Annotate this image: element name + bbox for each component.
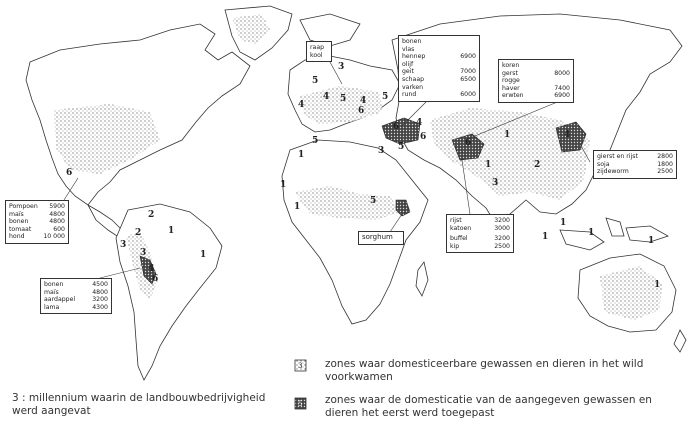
map-number: 6 bbox=[393, 122, 400, 132]
africa bbox=[282, 140, 428, 324]
map-number: 1 bbox=[485, 160, 492, 170]
box-row: kip 2500 bbox=[450, 242, 510, 250]
box-andes bbox=[40, 278, 112, 314]
box-row: vlas bbox=[402, 45, 415, 53]
map-number: 6 bbox=[465, 138, 472, 148]
box-row: gierst en rijst 2800 bbox=[597, 153, 673, 160]
legend-wild-symbol-number: 3 bbox=[298, 362, 303, 370]
map-number: 5 bbox=[370, 196, 377, 206]
box-row: buffel 3200 bbox=[450, 235, 510, 243]
box-row: Pompoen 5900 bbox=[9, 203, 65, 210]
box-europe bbox=[398, 35, 480, 102]
box-row: maïs 4800 bbox=[44, 288, 108, 296]
box-row: rijst 3200 bbox=[450, 217, 510, 224]
map-number: 3 bbox=[378, 146, 385, 156]
legend-first-symbol-number: 5 bbox=[298, 400, 303, 408]
box-row: rogge bbox=[502, 77, 520, 85]
box-row: bonen 4800 bbox=[9, 218, 65, 226]
map-number: 5 bbox=[382, 92, 389, 102]
box-row: hond 10 000 bbox=[9, 233, 65, 241]
box-row: hennep 6900 bbox=[402, 53, 476, 61]
map-number: 3 bbox=[338, 62, 345, 72]
box-row: olijf bbox=[402, 60, 414, 68]
map-number: 4 bbox=[360, 96, 367, 106]
box-row: erwten 6900 bbox=[502, 92, 570, 100]
map-number: 1 bbox=[298, 150, 305, 160]
map-number: 6 bbox=[152, 274, 159, 284]
box-row: schaap 6500 bbox=[402, 75, 476, 83]
map-number: 4 bbox=[298, 100, 305, 110]
legend-first-zones bbox=[325, 394, 665, 420]
map-number: 5 bbox=[312, 136, 319, 146]
map-number: 5 bbox=[312, 76, 319, 86]
map-number: 6 bbox=[66, 168, 73, 178]
map-number: 2 bbox=[135, 228, 142, 238]
box-item: kool bbox=[310, 51, 323, 59]
box-row: haver 7400 bbox=[502, 84, 570, 92]
map-number: 1 bbox=[542, 232, 549, 242]
box-row: gerst 8000 bbox=[502, 69, 570, 77]
map-number: 3 bbox=[492, 178, 499, 188]
map-number: 6 bbox=[420, 132, 427, 142]
map-number: 4 bbox=[323, 92, 330, 102]
box-mexico bbox=[5, 200, 69, 244]
map-number: 1 bbox=[168, 226, 175, 236]
legend-wild-text: zones waar domesticeerbare gewassen en dieren in het wild voorkwamen bbox=[325, 358, 644, 383]
box-row: maïs 4800 bbox=[9, 210, 65, 218]
legend-first-text: zones waar de domesticatie van de aangegeven gewassen en dieren het eerst werd toegepast bbox=[325, 394, 652, 419]
map-number: 3 bbox=[120, 240, 127, 250]
box-row: bonen 4500 bbox=[44, 281, 108, 288]
map-number: 4 bbox=[416, 118, 423, 128]
box-item: sorghum bbox=[362, 233, 393, 241]
box-row: tomaat 600 bbox=[9, 225, 65, 233]
map-number: 6 bbox=[358, 106, 365, 116]
box-row: aardappel 3200 bbox=[44, 296, 108, 304]
legend-millennium-note-text: 3 : millennium waarin de landbouwbedrijvigheid werd aangevat bbox=[12, 392, 266, 417]
box-row: varken bbox=[402, 83, 424, 91]
box-india bbox=[446, 214, 514, 253]
box-row: lama 4300 bbox=[44, 303, 108, 311]
map-number: 1 bbox=[504, 130, 511, 140]
box-china bbox=[593, 150, 677, 179]
map-number: 1 bbox=[200, 250, 207, 260]
box-row: koren bbox=[502, 62, 520, 69]
box-row: rund 6000 bbox=[402, 91, 476, 99]
box-sorghum bbox=[358, 231, 404, 245]
map-number: 5 bbox=[340, 94, 347, 104]
box-row: soja 1800 bbox=[597, 160, 673, 168]
map-number: 4 bbox=[564, 130, 571, 140]
map-number: 1 bbox=[560, 218, 567, 228]
map-number: 3 bbox=[140, 248, 147, 258]
box-row: zijdeworm 2500 bbox=[597, 168, 673, 176]
map-number: 2 bbox=[148, 210, 155, 220]
box-item: raap bbox=[310, 44, 325, 51]
map-number: 5 bbox=[398, 142, 405, 152]
map-number: 4 bbox=[148, 264, 155, 274]
box-near-east bbox=[498, 59, 574, 103]
map-number: 2 bbox=[534, 160, 541, 170]
map-number: 1 bbox=[280, 180, 287, 190]
legend-wild-zones bbox=[325, 358, 645, 384]
map-number: 1 bbox=[588, 228, 595, 238]
box-row: katoen 3000 bbox=[450, 224, 510, 232]
map-number: 1 bbox=[294, 202, 301, 212]
box-row: geit 7000 bbox=[402, 68, 476, 76]
map-number: 1 bbox=[648, 236, 655, 246]
near-east-origin-zone bbox=[382, 118, 423, 144]
map-number: 1 bbox=[654, 280, 661, 290]
box-raap-kool bbox=[306, 41, 332, 62]
box-row: bonen bbox=[402, 38, 422, 45]
legend-millennium-note bbox=[12, 392, 282, 418]
